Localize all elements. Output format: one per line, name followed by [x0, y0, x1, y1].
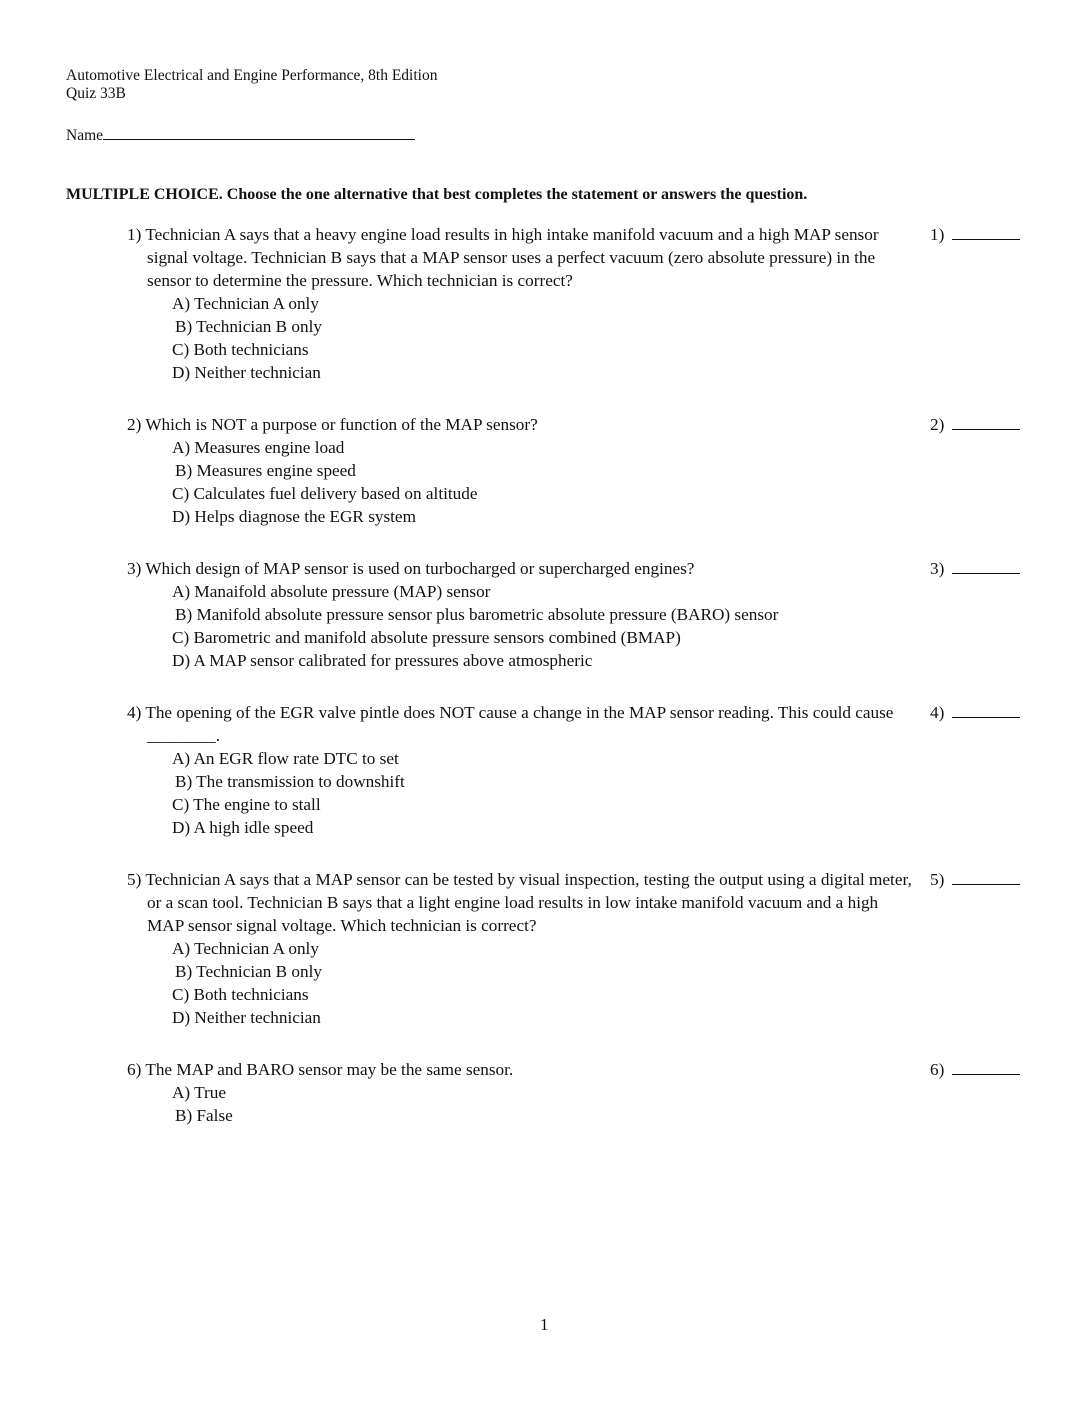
answer-option: A) Measures engine load [172, 438, 345, 457]
answer-option: D) Helps diagnose the EGR system [172, 507, 416, 526]
answer-option: B) The transmission to downshift [175, 772, 405, 791]
answer-blank[interactable] [952, 559, 1020, 574]
answer-slot [930, 223, 1020, 246]
question-text: The MAP and BARO sensor may be the same sensor. [145, 1060, 514, 1079]
answer-option: A) An EGR flow rate DTC to set [172, 749, 399, 768]
answer-blank[interactable] [952, 225, 1020, 240]
answer-option: C) The engine to stall [172, 795, 321, 814]
answer-blank[interactable] [952, 1060, 1020, 1075]
answer-number: 6) [930, 1060, 945, 1079]
question [127, 1058, 912, 1127]
answer-blank[interactable] [952, 870, 1020, 885]
question-text: Which design of MAP sensor is used on turbocharged or supercharged engines? [145, 559, 695, 578]
question-number: 4) [127, 703, 142, 722]
answer-number: 5) [930, 870, 945, 889]
question-number: 3) [127, 559, 142, 578]
question-stem [127, 701, 912, 747]
answer-option: B) False [175, 1106, 233, 1125]
question-number: 5) [127, 870, 142, 889]
answer-slot [930, 701, 1020, 724]
answer-option: A) Technician A only [172, 294, 319, 313]
question [127, 557, 912, 672]
answer-slot [930, 557, 1020, 580]
question [127, 701, 912, 839]
page-number: 1 [540, 1315, 549, 1334]
name-label: Name [66, 127, 104, 144]
question-stem [127, 557, 912, 580]
question-stem [127, 868, 912, 937]
answer-number: 2) [930, 415, 945, 434]
question-text: The opening of the EGR valve pintle does NOT cause a change in the MAP sensor reading. This could cause ________. [145, 703, 894, 745]
question-stem [127, 1058, 912, 1081]
answer-blank[interactable] [952, 415, 1020, 430]
question-text: Technician A says that a MAP sensor can be tested by visual inspection, testing the output using a digital meter, or a scan tool. Technician B says that a light engine load results in low intake manifold vacuum and a high MAP sensor signal voltage. Which technician is correct? [145, 870, 912, 935]
answer-option: B) Technician B only [175, 317, 322, 336]
answer-option: B) Manifold absolute pressure sensor plus barometric absolute pressure (BARO) sensor [175, 605, 779, 624]
question-stem [127, 223, 912, 292]
answer-slot [930, 413, 1020, 436]
quiz-title: Quiz 33B [66, 85, 126, 102]
question [127, 868, 912, 1029]
course-title: Automotive Electrical and Engine Performance, 8th Edition [66, 67, 438, 84]
answer-option: A) Technician A only [172, 939, 319, 958]
answer-option: D) A MAP sensor calibrated for pressures above atmospheric [172, 651, 593, 670]
answer-number: 4) [930, 703, 945, 722]
answer-blank[interactable] [952, 703, 1020, 718]
answer-option: A) Manaifold absolute pressure (MAP) sensor [172, 582, 491, 601]
question-stem [127, 413, 912, 436]
answer-option: B) Technician B only [175, 962, 322, 981]
answer-option: A) True [172, 1083, 226, 1102]
instructions: MULTIPLE CHOICE. Choose the one alternative that best completes the statement or answers the question. [66, 186, 808, 203]
answer-option: C) Calculates fuel delivery based on altitude [172, 484, 478, 503]
name-blank [103, 125, 415, 140]
answer-number: 3) [930, 559, 945, 578]
question-number: 2) [127, 415, 142, 434]
answer-number: 1) [930, 225, 945, 244]
answer-option: B) Measures engine speed [175, 461, 356, 480]
question-number: 6) [127, 1060, 142, 1079]
answer-option: D) Neither technician [172, 1008, 321, 1027]
answer-option: D) A high idle speed [172, 818, 314, 837]
name-field [66, 125, 415, 145]
answer-option: C) Both technicians [172, 985, 309, 1004]
question-number: 1) [127, 225, 142, 244]
question-text: Which is NOT a purpose or function of the MAP sensor? [145, 415, 538, 434]
answer-option: C) Barometric and manifold absolute pressure sensors combined (BMAP) [172, 628, 681, 647]
answer-option: D) Neither technician [172, 363, 321, 382]
question [127, 413, 912, 528]
question-text: Technician A says that a heavy engine load results in high intake manifold vacuum and a high MAP sensor signal voltage. Technician B says that a MAP sensor uses a perfect vacuum (zero absolute pressure) in the sensor to determine the pressure. Which technician is correct? [145, 225, 879, 290]
answer-slot [930, 868, 1020, 891]
answer-option: C) Both technicians [172, 340, 309, 359]
question [127, 223, 912, 384]
answer-slot [930, 1058, 1020, 1081]
